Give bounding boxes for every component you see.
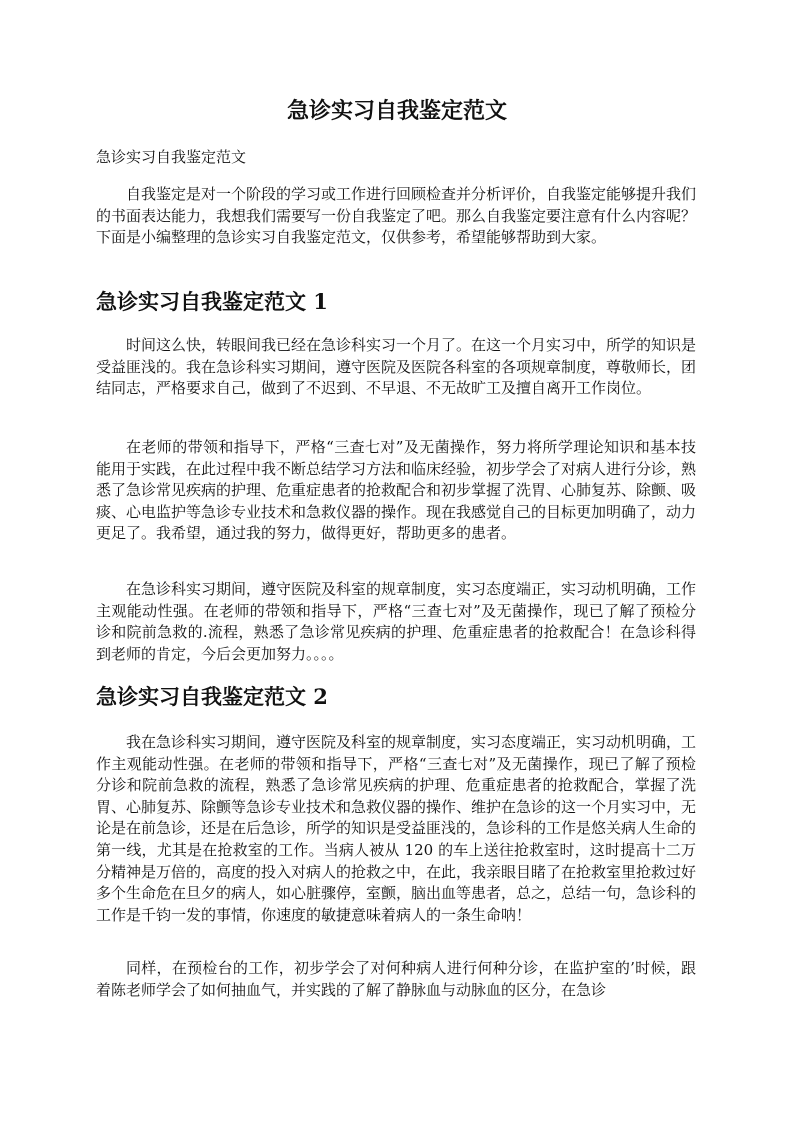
document-subtitle: 急诊实习自我鉴定范文 [96,148,247,166]
section-heading-2: 急诊实习自我鉴定范文 2 [96,684,328,709]
section-1-paragraph-3: 在急诊科实习期间，遵守医院及科室的规章制度，实习态度端正，实习动机明确，工作主观能动性强。在老师的带领和指导下，严格“三查七对”及无菌操作，现已了解了预检分诊和院前急救的.流程，熟悉了急诊常见疾病的护理、危重症患者的抢救配合！在急诊科得到老师的肯定，今后会更加努力。。。。 [96,580,697,663]
section-1-paragraph-1: 时间这么快，转眼间我已经在急诊科实习一个月了。在这一个月实习中，所学的知识是受益匪浅的。我在急诊科实习期间，遵守医院及医院各科室的各项规章制度，尊敬师长，团结同志，严格要求自己，做到了不迟到、不早退、不无故旷工及擅自离开工作岗位。 [96,336,697,398]
section-1-paragraph-2: 在老师的带领和指导下，严格“三查七对”及无菌操作，努力将所学理论知识和基本技能用于实践，在此过程中我不断总结学习方法和临床经验，初步学会了对病人进行分诊，熟悉了急诊常见疾病的护理、危重症患者的抢救配合和初步掌握了洗胃、心肺复苏、除颤、吸痰、心电监护等急诊专业技术和急救仪器的操作。现在我感觉自己的目标更加明确了，动力更足了。我希望，通过我的努力，做得更好，帮助更多的患者。 [96,438,697,543]
section-2-paragraph-2: 同样，在预检台的工作，初步学会了对何种病人进行何种分诊，在监护室的’时候，跟着陈老师学会了如何抽血气，并实践的了解了静脉血与动脉血的区分，在急诊 [96,959,696,999]
section-2-paragraph-1: 我在急诊科实习期间，遵守医院及科室的规章制度，实习态度端正，实习动机明确，工作主观能动性强。在老师的带领和指导下，严格“三查七对”及无菌操作，现已了解了预检分诊和院前急救的流程，熟悉了急诊常见疾病的护理、危重症患者的抢救配合，掌握了洗胃、心肺复苏、除颤等急诊专业技术和急救仪器的操作、维护在急诊的这一个月实习中，无论是在前急诊，还是在后急诊，所学的知识是受益匪浅的，急诊科的工作是悠关病人生命的第一线，尤其是在抢救室的工作。当病人被从 120 的车上送往抢救室时，这时提高十二万分精神是万倍的，高度的投入对病人的抢救之中，在此，我亲眼目睹了在抢救室里抢救过好多个生命危在旦夕的病人，如心脏骤停，室颤，脑出血等患者，总之，总结一句，急诊科的工作是千钧一发的事情，你速度的敏捷意味着病人的一条生命呐！ [96,733,697,924]
section-heading-1: 急诊实习自我鉴定范文 1 [96,289,328,314]
intro-paragraph: 自我鉴定是对一个阶段的学习或工作进行回顾检查并分析评价，自我鉴定能够提升我们的书面表达能力，我想我们需要写一份自我鉴定了吧。那么自我鉴定要注意有什么内容呢？下面是小编整理的急诊实习自我鉴定范文，仅供参考，希望能够帮助到大家。 [96,185,697,247]
document-title: 急诊实习自我鉴定范文 [286,98,507,124]
